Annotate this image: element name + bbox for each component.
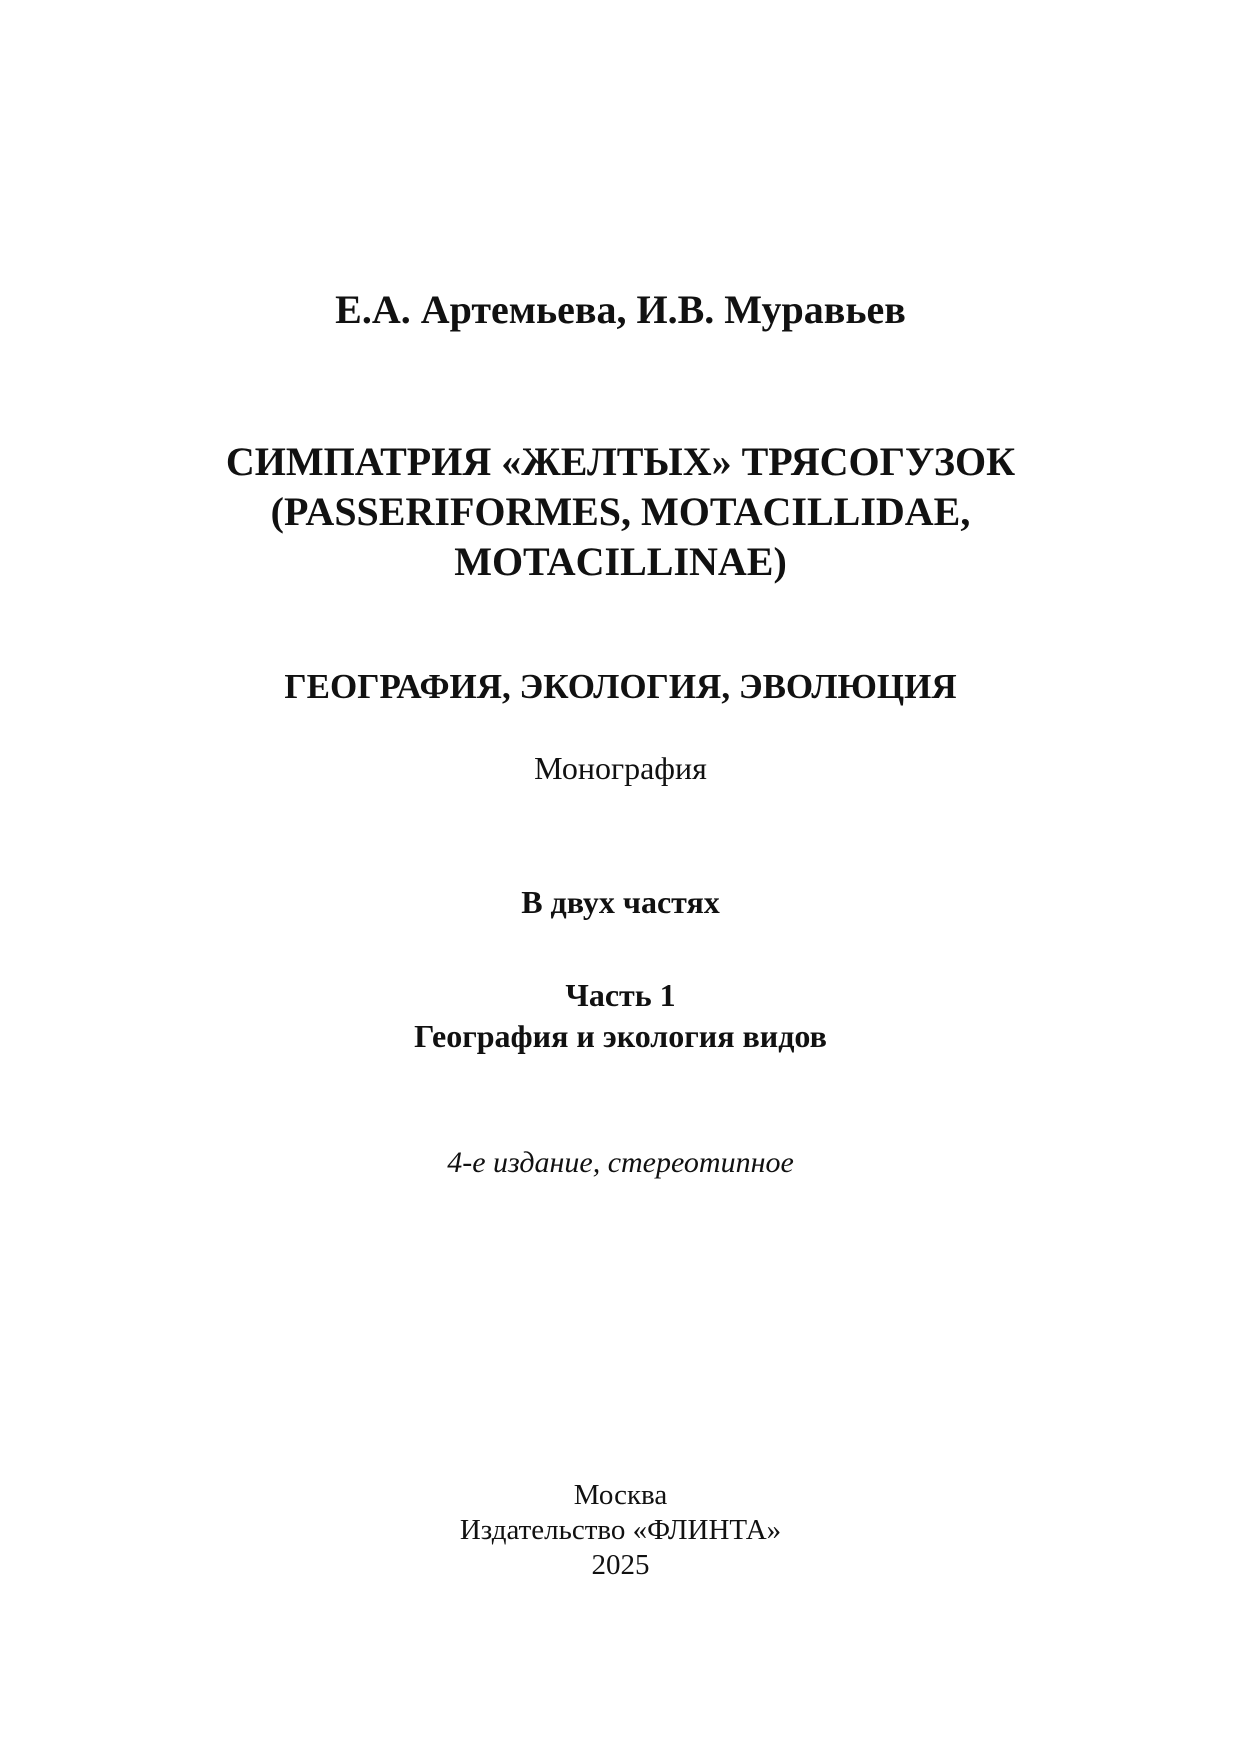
part-number: Часть 1 <box>565 977 676 1013</box>
genre-label: Монография <box>534 750 707 786</box>
imprint-publisher: Издательство «ФЛИНТА» <box>459 1514 782 1546</box>
book-title-line-3: MOTACILLINAE) <box>454 539 787 584</box>
part-heading <box>0 975 1241 1057</box>
imprint <box>0 1478 1241 1583</box>
parts-note: В двух частях <box>521 884 720 920</box>
book-subtitle: ГЕОГРАФИЯ, ЭКОЛОГИЯ, ЭВОЛЮЦИЯ <box>284 667 957 706</box>
edition-note: 4-е издание, стереотипное <box>447 1146 794 1179</box>
book-title-line-1: СИМПАТРИЯ «ЖЕЛТЫХ» ТРЯСОГУЗОК <box>225 439 1016 484</box>
imprint-city: Москва <box>573 1479 668 1511</box>
book-title <box>0 437 1241 587</box>
part-name: География и экология видов <box>414 1018 827 1054</box>
authors: Е.А. Артемьева, И.В. Муравьев <box>335 287 906 332</box>
imprint-year: 2025 <box>591 1549 650 1581</box>
book-title-line-2: (PASSERIFORMES, MOTACILLIDAE, <box>270 489 971 534</box>
